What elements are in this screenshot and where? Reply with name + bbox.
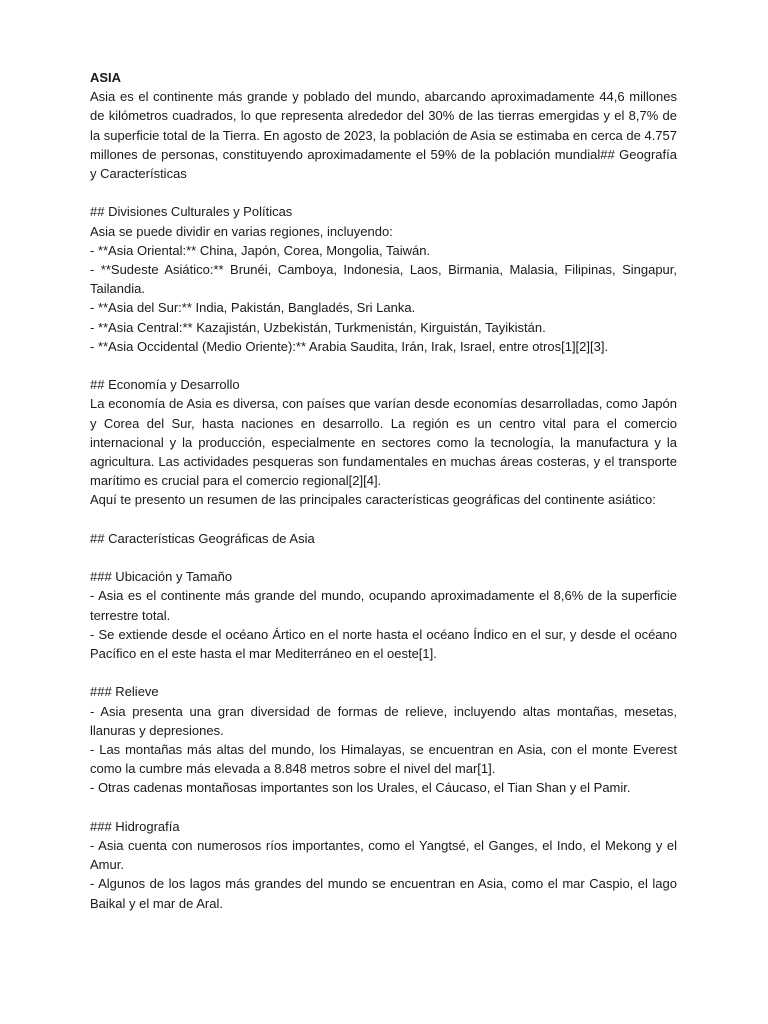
list-item: - Algunos de los lagos más grandes del mundo se encuentran en Asia, como el mar Caspio, el lago Baikal y el mar de Aral. bbox=[90, 876, 677, 911]
location-heading: ### Ubicación y Tamaño bbox=[90, 569, 233, 585]
economy-summary: Aquí te presento un resumen de las principales características geográficas del continente asiático: bbox=[90, 492, 656, 508]
economy-paragraph: La economía de Asia es diversa, con países que varían desde economías desarrolladas, como Japón y Corea del Sur, hasta naciones en desarrollo. La región es un centro vital para el comercio internacional y la producción, especialmente en sectores como la tecnología, la manufactura y la agricultura. Las actividades pesqueras son fundamentales en muchas áreas costeras, y el transporte marítimo es crucial para el comercio regional[2][4]. bbox=[90, 396, 677, 489]
divisions-heading: ## Divisiones Culturales y Políticas bbox=[90, 204, 293, 220]
list-item: - Asia cuenta con numerosos ríos importantes, como el Yangtsé, el Ganges, el Indo, el Mekong y el Amur. bbox=[90, 838, 677, 873]
list-item: - **Sudeste Asiático:** Brunéi, Camboya, Indonesia, Laos, Birmania, Malasia, Filipinas, Singapur, Tailandia. bbox=[90, 262, 677, 297]
spacer bbox=[90, 183, 677, 202]
list-item: - Se extiende desde el océano Ártico en el norte hasta el océano Índico en el sur, y desde el océano Pacífico en el este hasta el mar Mediterráneo en el oeste[1]. bbox=[90, 626, 677, 662]
list-item: - Las montañas más altas del mundo, los Himalayas, se encuentran en Asia, con el monte Everest como la cumbre más elevada a 8.848 metros sobre el nivel del mar[1]. bbox=[90, 742, 677, 777]
list-item: - **Asia Central:** Kazajistán, Uzbekistán, Turkmenistán, Kirguistán, Tayikistán. bbox=[90, 319, 546, 335]
economy-heading: ## Economía y Desarrollo bbox=[90, 377, 240, 393]
list-item: - **Asia Oriental:** China, Japón, Corea, Mongolia, Taiwán. bbox=[90, 242, 431, 258]
spacer bbox=[90, 663, 677, 682]
spacer bbox=[90, 798, 677, 817]
list-item: - Asia presenta una gran diversidad de formas de relieve, incluyendo altas montañas, mesetas, llanuras y depresiones. bbox=[90, 703, 677, 738]
document-title: ASIA bbox=[90, 70, 122, 85]
list-item: - **Asia Occidental (Medio Oriente):** Arabia Saudita, Irán, Irak, Israel, entre otros[1][2][3]. bbox=[90, 338, 609, 354]
list-item: - **Asia del Sur:** India, Pakistán, Bangladés, Sri Lanka. bbox=[90, 300, 416, 316]
geography-heading: ## Características Geográficas de Asia bbox=[90, 530, 315, 546]
divisions-lead: Asia se puede dividir en varias regiones, incluyendo: bbox=[90, 223, 393, 239]
hydrography-heading: ### Hidrografía bbox=[90, 818, 180, 834]
intro-paragraph: Asia es el continente más grande y poblado del mundo, abarcando aproximadamente 44,6 millones de kilómetros cuadrados, lo que representa alrededor del 30% de las tierras emergidas y el 8,7% de la superficie total de la Tierra. En agosto de 2023, la población de Asia se estimaba en cerca de 4.757 millones de personas, constituyendo aproximadamente el 59% de la población mundial## Geografía y Características bbox=[90, 89, 677, 182]
list-item: - Asia es el continente más grande del mundo, ocupando aproximadamente el 8,6% de la superficie terrestre total. bbox=[90, 588, 677, 623]
relief-heading: ### Relieve bbox=[90, 684, 159, 700]
spacer bbox=[90, 548, 677, 567]
document-page bbox=[90, 68, 677, 913]
list-item: - Otras cadenas montañosas importantes son los Urales, el Cáucaso, el Tian Shan y el Pamir. bbox=[90, 780, 631, 796]
spacer bbox=[90, 356, 677, 375]
spacer bbox=[90, 510, 677, 529]
